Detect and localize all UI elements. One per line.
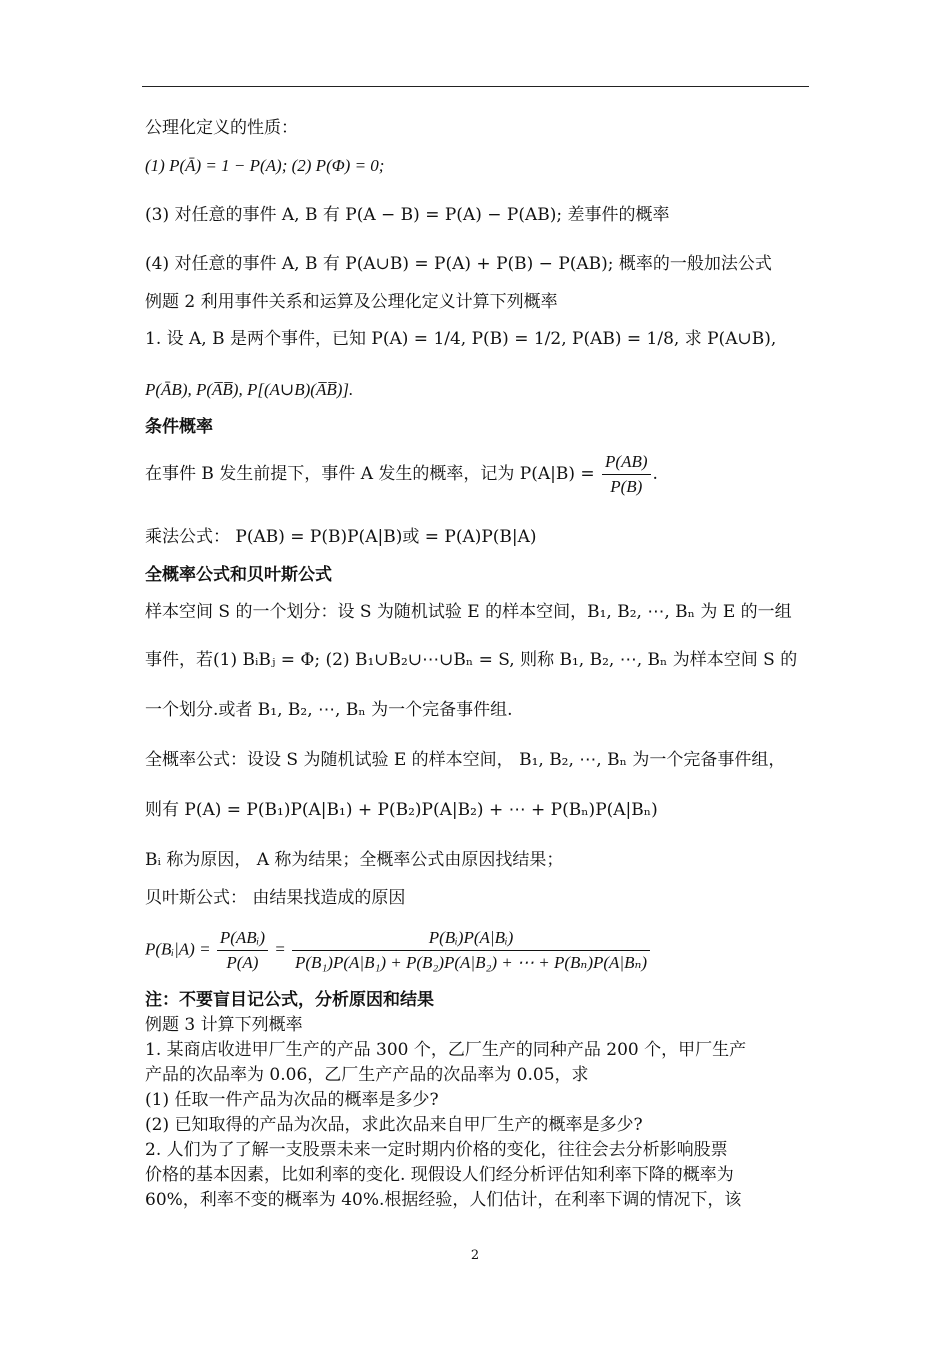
text-line: (2) 已知取得的产品为次品，求此次品来自甲厂生产的概率是多少? bbox=[145, 1115, 643, 1135]
section-heading: 全概率公式和贝叶斯公式 bbox=[145, 565, 332, 585]
text-line: 事件，若(1) BᵢBⱼ = Φ; (2) B₁∪B₂∪⋯∪Bₙ = S, 则称 B₁, B₂, ⋯, Bₙ 为样本空间 S 的 bbox=[145, 650, 798, 670]
fraction bbox=[292, 926, 650, 975]
fraction-denominator: P(A) bbox=[226, 953, 259, 972]
text-line: (3) 对任意的事件 A, B 有 P(A − B) = P(A) − P(AB); 差事件的概率 bbox=[145, 205, 670, 225]
formula-line: 在事件 B 发生前提下，事件 A 发生的概率，记为 P(A|B) = $\frac{P(AB)}{P(B)}$ . bbox=[145, 450, 658, 499]
fraction-denominator: P(B₁)P(A|B₁) + P(B₂)P(A|B₂) + ⋯ + P(Bₙ)P(A|Bₙ) bbox=[294, 953, 648, 972]
fraction-numerator: P(Bᵢ)P(A|Bᵢ) bbox=[292, 926, 650, 951]
note-line: 注：不要盲目记公式，分析原因和结果 bbox=[145, 990, 434, 1010]
text-line: 2. 人们为了了解一支股票未来一定时期内价格的变化，往往会去分析影响股票 bbox=[145, 1140, 728, 1160]
text-line: 例题 3 计算下列概率 bbox=[145, 1015, 303, 1035]
text-line: Bᵢ 称为原因， A 称为结果；全概率公式由原因找结果； bbox=[145, 850, 564, 870]
text-line: 1. 某商店收进甲厂生产的产品 300 个，乙厂生产的同种产品 200 个，甲厂生产 bbox=[145, 1040, 747, 1060]
text-line: 公理化定义的性质： bbox=[145, 118, 298, 138]
page-number: 2 bbox=[470, 1248, 480, 1263]
text-line: P(ĀB), P(A̅B̅), P[(A∪B)(A̅B̅)]. bbox=[145, 380, 354, 399]
text-line: 样本空间 S 的一个划分：设 S 为随机试验 E 的样本空间，B₁, B₂, ⋯, Bₙ 为 E 的一组 bbox=[145, 602, 792, 622]
text-line: (1) P(Ā) = 1 − P(A); (2) P(Φ) = 0; bbox=[145, 156, 385, 175]
text-line: (1) 任取一件产品为次品的概率是多少? bbox=[145, 1090, 439, 1110]
text-line: 则有 P(A) = P(B₁)P(A|B₁) + P(B₂)P(A|B₂) + ⋯ + P(Bₙ)P(A|Bₙ) bbox=[145, 800, 658, 820]
bayes-formula: P(Bᵢ|A) = $\frac{\text{P(ABᵢ)}}{P(A)}$ = $\frac{\text{P(Bᵢ)P(A|Bᵢ)}}{\text{P(B₁)P(A|B₁) + P(B₂)P(A|B₂) + ⋯ + P(Bₙ)P(A|Bₙ)}}$ bbox=[145, 926, 652, 975]
text-line: 全概率公式：设设 S 为随机试验 E 的样本空间， B₁, B₂, ⋯, Bₙ 为一个完备事件组， bbox=[145, 750, 786, 770]
fraction-denominator: P(B) bbox=[610, 477, 643, 496]
section-heading: 条件概率 bbox=[145, 417, 213, 437]
text-line: 1. 设 A, B 是两个事件，已知 P(A) = 1/4, P(B) = 1/2, P(AB) = 1/8, 求 P(A∪B), bbox=[145, 329, 777, 349]
fraction-numerator: P(ABᵢ) bbox=[217, 926, 268, 951]
header-rule bbox=[142, 86, 809, 87]
text-line: 例题 2 利用事件关系和运算及公理化定义计算下列概率 bbox=[145, 292, 558, 312]
text-line: P(Bᵢ|A) = bbox=[145, 939, 211, 959]
text-line: 产品的次品率为 0.06，乙厂生产产品的次品率为 0.05，求 bbox=[145, 1065, 589, 1085]
text-line: 一个划分.或者 B₁, B₂, ⋯, Bₙ 为一个完备事件组. bbox=[145, 700, 513, 720]
text-line: (4) 对任意的事件 A, B 有 P(A∪B) = P(A) + P(B) − P(AB); 概率的一般加法公式 bbox=[145, 254, 772, 274]
text-line: 乘法公式： P(AB) = P(B)P(A|B)或 = P(A)P(B|A) bbox=[145, 527, 537, 547]
text-line: 贝叶斯公式： 由结果找造成的原因 bbox=[145, 888, 406, 908]
text-line: 60%，利率不变的概率为 40%.根据经验，人们估计，在利率下调的情况下，该 bbox=[145, 1190, 742, 1210]
text-line: 在事件 B 发生前提下，事件 A 发生的概率，记为 P(A|B) = bbox=[145, 464, 595, 484]
fraction-numerator: P(AB) bbox=[602, 450, 650, 475]
text-line: 价格的基本因素，比如利率的变化. 现假设人们经分析评估知利率下降的概率为 bbox=[145, 1165, 734, 1185]
fraction bbox=[217, 926, 268, 975]
fraction bbox=[602, 450, 650, 499]
